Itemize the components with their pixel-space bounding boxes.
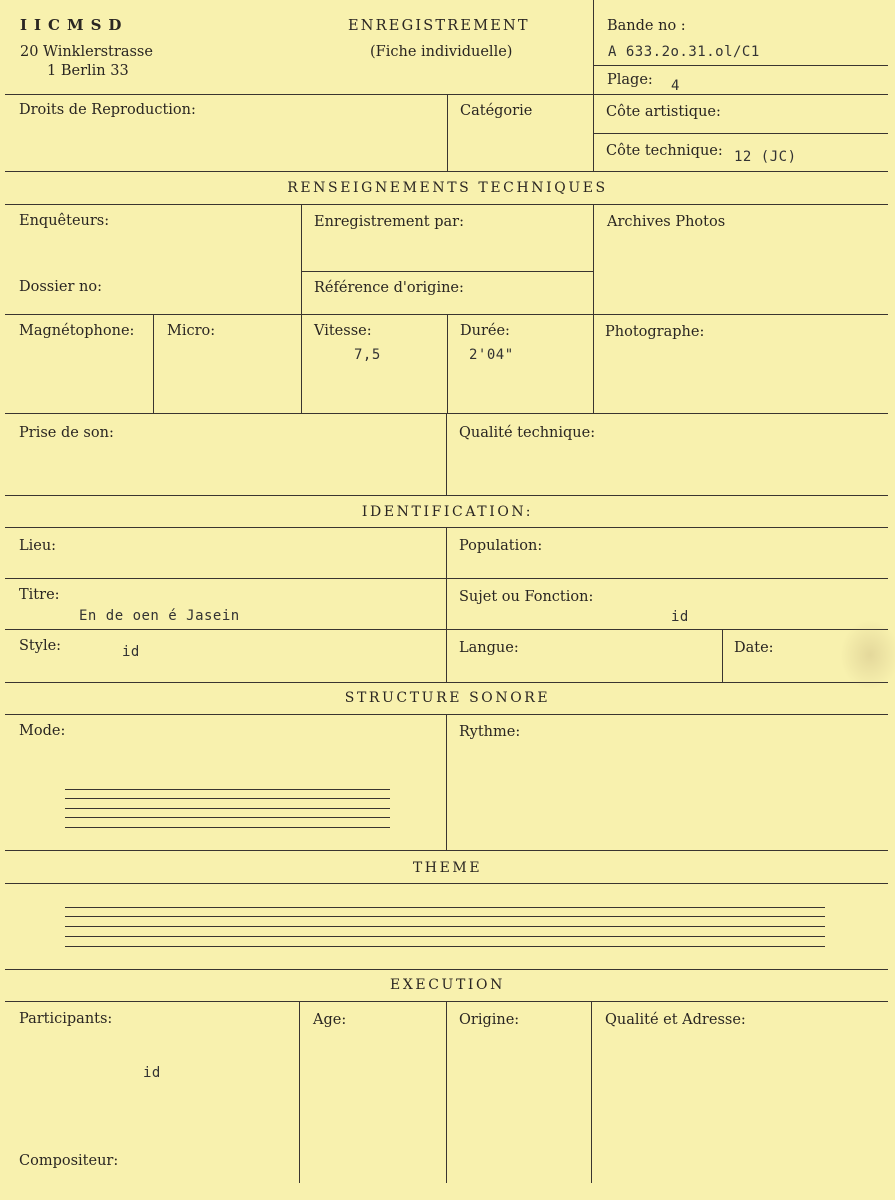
qualite-technique-label: Qualité technique: xyxy=(459,425,596,441)
rule xyxy=(446,714,447,850)
photographe-label: Photographe: xyxy=(605,324,705,340)
enregistrement-par-label: Enregistrement par: xyxy=(314,214,464,230)
rule xyxy=(299,1001,300,1183)
staff-line xyxy=(65,916,825,917)
cote-technique-value: 12 (JC) xyxy=(734,149,797,165)
enqueteurs-label: Enquêteurs: xyxy=(19,213,110,229)
langue-label: Langue: xyxy=(459,640,519,656)
rule xyxy=(593,0,594,171)
rule xyxy=(593,65,888,66)
address-line-1: 20 Winklerstrasse xyxy=(20,44,153,60)
rule xyxy=(722,629,723,682)
titre-label: Titre: xyxy=(19,587,60,603)
rythme-label: Rythme: xyxy=(459,724,521,740)
mode-label: Mode: xyxy=(19,723,66,739)
categorie-label: Catégorie xyxy=(460,103,533,119)
sujet-label: Sujet ou Fonction: xyxy=(459,589,594,605)
staff-line xyxy=(65,926,825,927)
rule xyxy=(446,1001,447,1183)
titre-value: En de oen é Jasein xyxy=(79,608,240,624)
rule xyxy=(5,850,888,851)
bande-value: A 633.2o.31.ol/C1 xyxy=(608,44,760,60)
staff-line xyxy=(65,827,390,828)
rule xyxy=(591,1001,592,1183)
plage-value: 4 xyxy=(671,78,680,94)
rule xyxy=(5,204,888,205)
age-label: Age: xyxy=(313,1012,347,1028)
staff-line xyxy=(65,817,390,818)
rule xyxy=(5,883,888,884)
form-title: ENREGISTREMENT xyxy=(348,18,530,34)
rule xyxy=(301,271,593,272)
cote-artistique-label: Côte artistique: xyxy=(606,104,721,120)
micro-label: Micro: xyxy=(167,323,216,339)
rule xyxy=(447,94,448,171)
section-title-execution: EXECUTION xyxy=(390,977,505,993)
form-subtitle: (Fiche individuelle) xyxy=(370,44,513,60)
rule xyxy=(593,133,888,134)
staff-line xyxy=(65,946,825,947)
reference-label: Référence d'origine: xyxy=(314,280,464,296)
staff-line xyxy=(65,907,825,908)
staff-line xyxy=(65,808,390,809)
rule xyxy=(153,314,154,413)
staff-line xyxy=(65,789,390,790)
duree-value: 2'04" xyxy=(469,347,514,363)
staff-line xyxy=(65,936,825,937)
staff-line xyxy=(65,798,390,799)
origine-label: Origine: xyxy=(459,1012,520,1028)
duree-label: Durée: xyxy=(460,323,510,339)
org-logo: IICMSD xyxy=(20,16,129,34)
section-title-theme: THEME xyxy=(412,860,483,876)
style-label: Style: xyxy=(19,638,62,654)
address-line-2: 1 Berlin 33 xyxy=(47,63,129,79)
date-label: Date: xyxy=(734,640,774,656)
section-title-identification: IDENTIFICATION: xyxy=(361,504,534,520)
archives-photos-label: Archives Photos xyxy=(607,214,726,230)
rule xyxy=(5,171,888,172)
section-title-structure: STRUCTURE SONORE xyxy=(344,690,551,706)
style-value: id xyxy=(122,644,140,660)
droits-label: Droits de Reproduction: xyxy=(19,102,196,118)
rule xyxy=(446,413,447,495)
plage-label: Plage: xyxy=(607,72,653,88)
cote-technique-label: Côte technique: xyxy=(606,143,723,159)
dossier-label: Dossier no: xyxy=(19,279,102,295)
rule xyxy=(447,314,448,413)
paper-stain xyxy=(840,620,895,690)
participants-value: id xyxy=(143,1065,161,1081)
magnetophone-label: Magnétophone: xyxy=(19,323,135,339)
bande-label: Bande no : xyxy=(607,18,686,34)
section-title-technique: RENSEIGNEMENTS TECHNIQUES xyxy=(287,180,608,196)
rule xyxy=(301,204,302,413)
lieu-label: Lieu: xyxy=(19,538,57,554)
vitesse-label: Vitesse: xyxy=(314,323,372,339)
prise-de-son-label: Prise de son: xyxy=(19,425,114,441)
rule xyxy=(446,527,447,682)
participants-label: Participants: xyxy=(19,1011,113,1027)
rule xyxy=(5,495,888,496)
rule xyxy=(5,682,888,683)
population-label: Population: xyxy=(459,538,543,554)
rule xyxy=(593,204,594,413)
sujet-value: id xyxy=(671,609,689,625)
vitesse-value: 7,5 xyxy=(354,347,381,363)
rule xyxy=(5,969,888,970)
qualite-adresse-label: Qualité et Adresse: xyxy=(605,1012,746,1028)
compositeur-label: Compositeur: xyxy=(19,1153,119,1169)
